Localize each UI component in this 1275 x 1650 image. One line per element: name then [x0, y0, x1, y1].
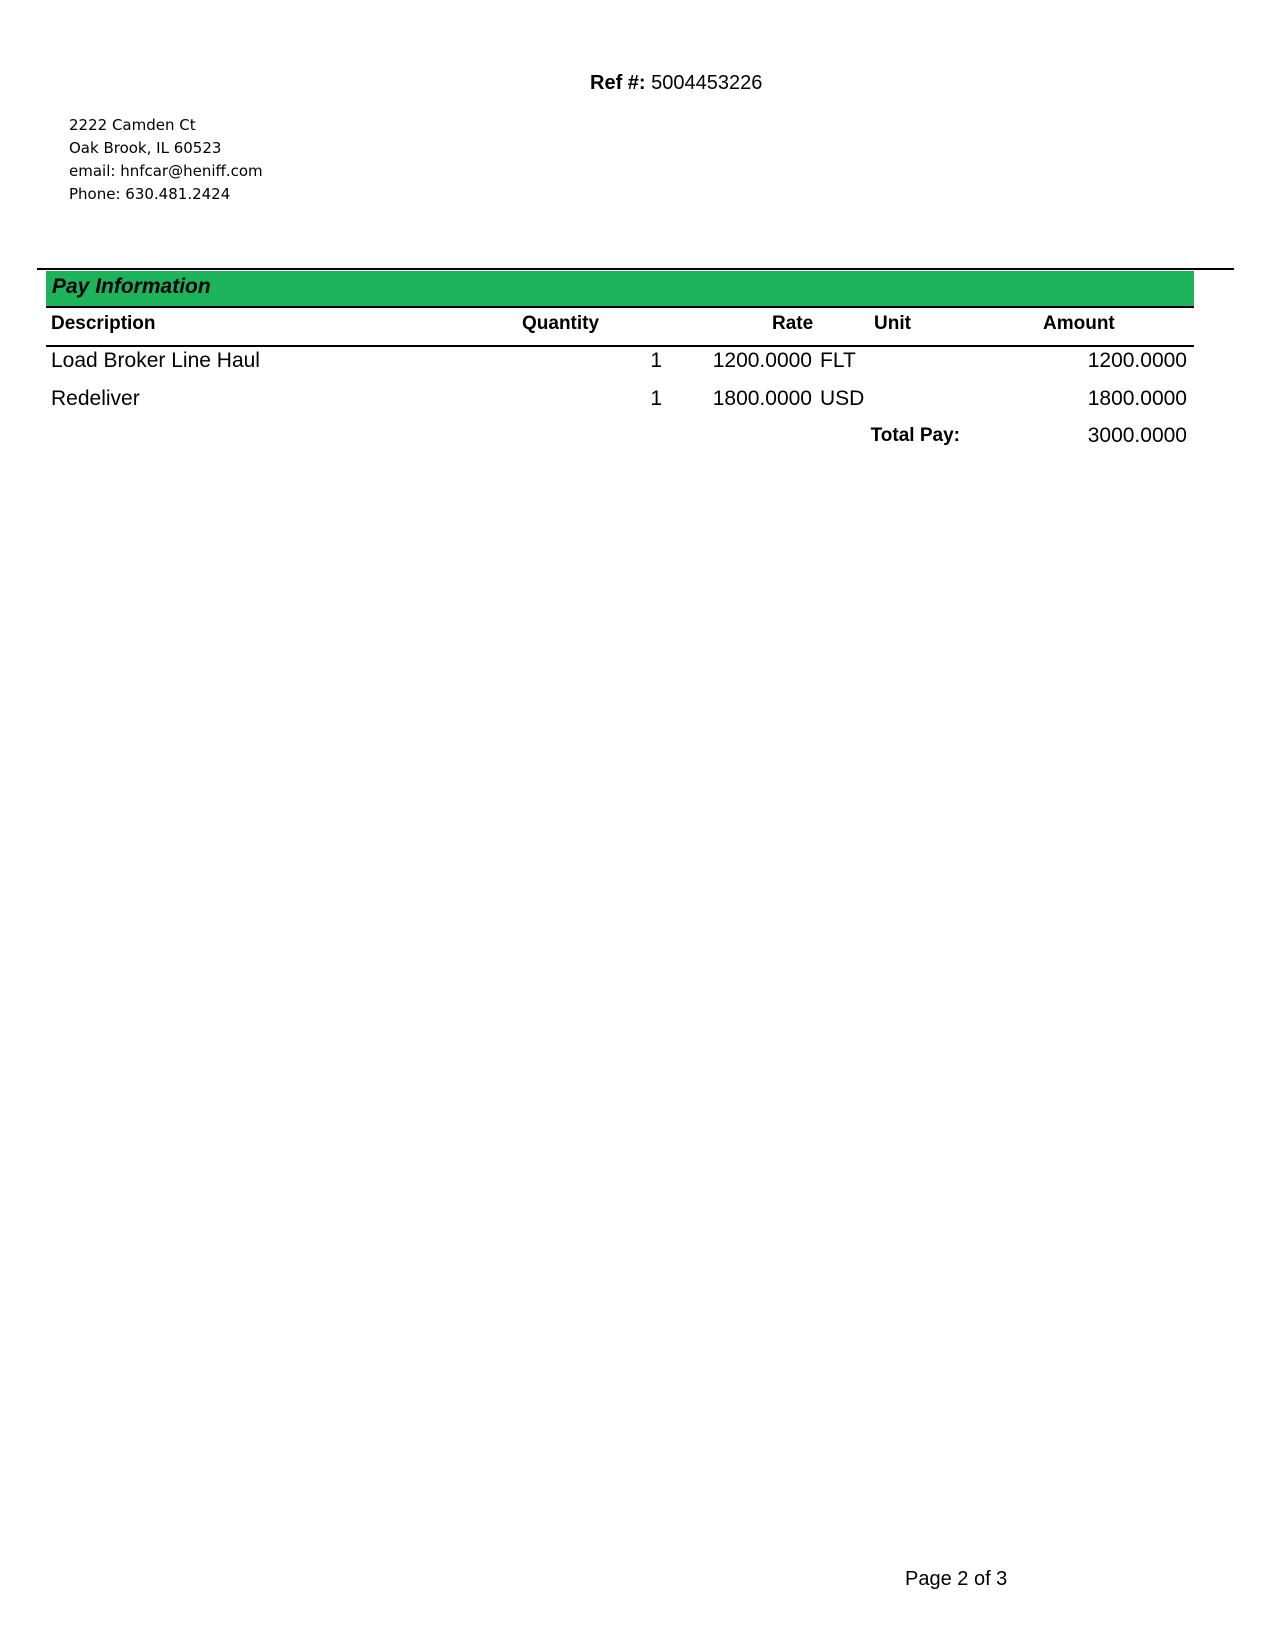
ref-number — [590, 72, 762, 95]
row-unit: USD — [820, 387, 865, 410]
row-description: Redeliver — [51, 387, 140, 410]
column-header-description: Description — [51, 313, 156, 334]
address-phone: Phone: 630.481.2424 — [69, 185, 231, 203]
row-unit: FLT — [820, 349, 856, 372]
header-divider — [46, 345, 1194, 347]
row-quantity: 1 — [650, 349, 662, 372]
row-amount: 1200.0000 — [1087, 349, 1187, 372]
address-city: Oak Brook, IL 60523 — [69, 139, 222, 157]
row-description: Load Broker Line Haul — [51, 349, 260, 372]
column-header-amount: Amount — [1043, 313, 1115, 334]
row-amount: 1800.0000 — [1087, 387, 1187, 410]
column-header-rate: Rate — [772, 313, 814, 334]
row-quantity: 1 — [650, 387, 662, 410]
total-pay-label: Total Pay: — [870, 425, 960, 446]
address-street: 2222 Camden Ct — [69, 116, 196, 134]
ref-value: 5004453226 — [651, 72, 763, 94]
row-rate: 1200.0000 — [712, 349, 812, 372]
address-email: email: hnfcar@heniff.com — [69, 162, 263, 180]
total-pay-value: 3000.0000 — [1087, 424, 1187, 447]
company-address — [69, 114, 263, 206]
column-header-unit: Unit — [874, 313, 911, 334]
section-title: Pay Information — [52, 275, 211, 298]
ref-label: Ref #: — [590, 72, 646, 94]
pay-information-header — [46, 271, 1194, 308]
column-header-quantity: Quantity — [522, 313, 600, 334]
row-rate: 1800.0000 — [712, 387, 812, 410]
top-divider — [37, 268, 1234, 270]
page-number: Page 2 of 3 — [905, 1568, 1008, 1590]
